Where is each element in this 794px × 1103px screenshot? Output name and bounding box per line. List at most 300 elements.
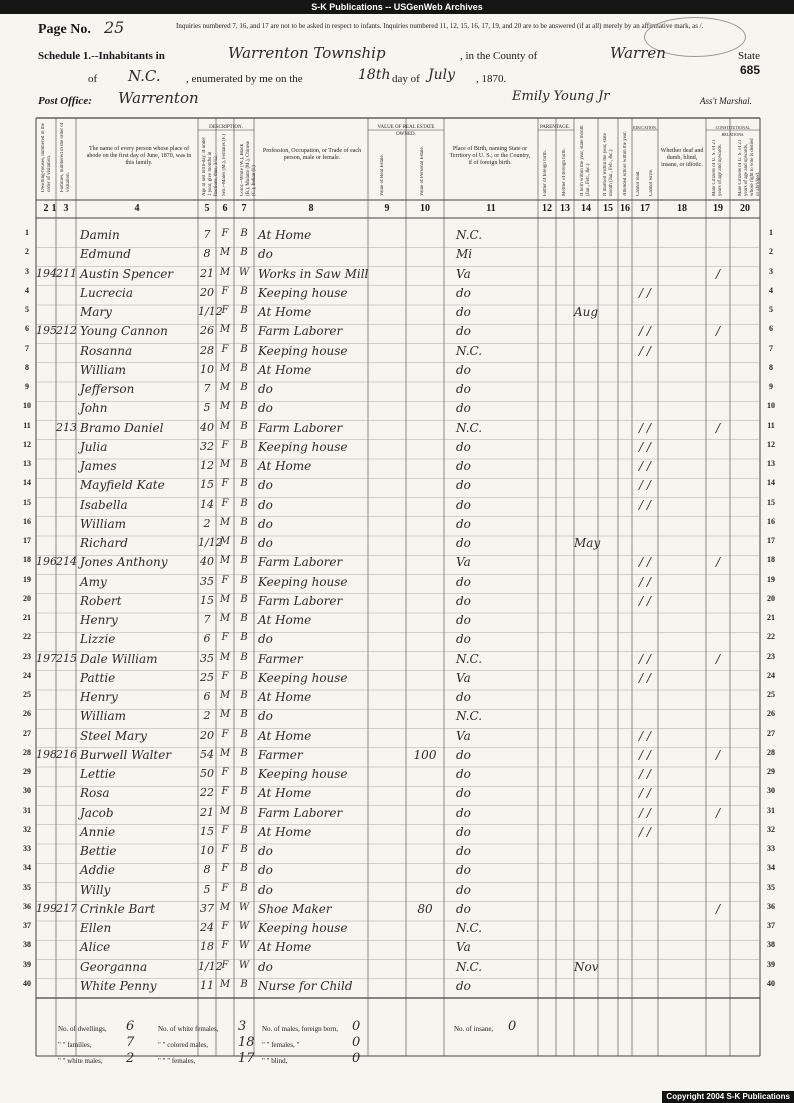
- marriage-month: [598, 806, 618, 825]
- personal-estate-value: [406, 536, 444, 555]
- birth-month: [574, 786, 598, 805]
- birth-month: [574, 902, 598, 921]
- table-row: [0, 709, 794, 728]
- birth-month: [574, 748, 598, 767]
- of-label: of: [88, 73, 98, 85]
- column-number: 1: [51, 203, 57, 214]
- state: N.C.: [128, 67, 161, 85]
- real-estate-value: [368, 806, 406, 825]
- line-number-right: 7: [769, 343, 773, 353]
- line-number-left: 23: [23, 651, 31, 661]
- personal-estate-value: [406, 767, 444, 786]
- birth-month: [574, 863, 598, 882]
- real-estate-value: [368, 382, 406, 401]
- personal-estate-value: [406, 478, 444, 497]
- dwelling-number: [36, 767, 56, 786]
- citizen-mark: [706, 478, 730, 497]
- personal-estate-value: [406, 344, 444, 363]
- column-number: 11: [486, 203, 496, 214]
- personal-estate-value: [406, 498, 444, 517]
- person-occupation: Keeping house: [258, 670, 348, 685]
- birthplace: do: [456, 767, 471, 781]
- marriage-month: [598, 709, 618, 728]
- dwelling-number: [36, 940, 56, 959]
- literacy-marks: [632, 517, 658, 536]
- personal-estate-value: [406, 786, 444, 805]
- person-color: B: [240, 690, 248, 701]
- person-name: White Penny: [80, 978, 157, 993]
- citizen-mark: [706, 363, 730, 382]
- person-name: Bettie: [80, 844, 117, 858]
- dwelling-number: [36, 478, 56, 497]
- person-age: 40: [200, 420, 214, 434]
- family-number: [56, 613, 76, 632]
- dwelling-number: [36, 421, 56, 440]
- marriage-month: [598, 844, 618, 863]
- marriage-month: [598, 863, 618, 882]
- white-females-value: 3: [238, 1019, 247, 1034]
- person-name: Pattie: [80, 670, 116, 685]
- line-number-left: 37: [23, 921, 31, 930]
- real-estate-value: [368, 844, 406, 863]
- person-occupation: do: [258, 863, 273, 878]
- line-number-left: 3: [25, 266, 29, 276]
- literacy-marks: [632, 632, 658, 651]
- marriage-month: [598, 344, 618, 363]
- person-age: 6: [203, 690, 211, 703]
- literacy-marks: [632, 613, 658, 632]
- line-number-right: 11: [767, 420, 775, 430]
- person-sex: F: [221, 940, 229, 952]
- birthplace: do: [456, 478, 471, 493]
- person-sex: F: [221, 824, 229, 836]
- birthplace: do: [456, 747, 471, 762]
- line-number-right: 3: [769, 266, 773, 276]
- line-number-left: 28: [23, 747, 31, 757]
- real-estate-value: [368, 555, 406, 574]
- birthplace: do: [456, 805, 471, 820]
- personal-estate-value: [406, 632, 444, 651]
- literacy-marks: [632, 709, 658, 728]
- line-number-left: 24: [23, 670, 31, 680]
- header-dwellings: Dwelling-houses, numbered in the order of visitation.: [41, 123, 52, 192]
- person-sex: F: [221, 478, 229, 490]
- marriage-month: [598, 786, 618, 805]
- column-number: 19: [713, 203, 723, 214]
- family-number: [56, 767, 76, 786]
- person-color: B: [240, 228, 248, 239]
- line-number-left: 25: [23, 690, 31, 699]
- birthplace: N.C.: [456, 228, 483, 242]
- person-age: 10: [200, 362, 214, 376]
- literacy-marks: / /: [639, 786, 651, 801]
- white-males-value: 2: [126, 1051, 135, 1066]
- literacy-marks: [632, 363, 658, 382]
- header-age: Age at last birth-day. If under 1 year, give months in fractions, thus, 3/12.: [202, 136, 219, 196]
- birth-month: [574, 517, 598, 536]
- real-estate-value: [368, 440, 406, 459]
- person-occupation: Farm Laborer: [258, 555, 343, 570]
- column-number: 14: [581, 203, 591, 214]
- person-occupation: do: [258, 959, 273, 974]
- birthplace: N.C.: [456, 709, 483, 724]
- marriage-month: [598, 286, 618, 305]
- birthplace: do: [456, 382, 471, 396]
- birthplace: N.C.: [456, 420, 483, 435]
- table-row: [0, 863, 794, 882]
- marshal-signature: Emily Young Jr: [512, 89, 610, 104]
- personal-estate-value: [406, 594, 444, 613]
- birth-month: [574, 382, 598, 401]
- line-number-right: 8: [769, 362, 773, 372]
- family-number: [56, 228, 76, 247]
- header-occupation: Profession, Occupation, or Trade of each person, male or female.: [262, 148, 362, 161]
- table-row: [0, 825, 794, 844]
- marriage-month: [598, 478, 618, 497]
- table-row: [0, 344, 794, 363]
- real-estate-value: [368, 940, 406, 959]
- person-occupation: do: [258, 709, 273, 724]
- person-name: Bramo Daniel: [80, 420, 164, 435]
- person-sex: F: [221, 767, 229, 778]
- birth-month: [574, 401, 598, 420]
- header-cannot-write: Cannot write.: [649, 168, 654, 196]
- person-sex: M: [219, 516, 231, 528]
- header-father: Father of foreign birth.: [543, 150, 548, 196]
- birthplace: do: [456, 786, 471, 801]
- person-sex: M: [219, 420, 231, 432]
- table-row: [0, 228, 794, 247]
- table-row: [0, 267, 794, 286]
- real-estate-value: [368, 652, 406, 671]
- table-row: [0, 459, 794, 478]
- line-number-left: 9: [25, 382, 29, 391]
- person-occupation: Works in Saw Mill: [258, 266, 369, 281]
- citizen-mark: [706, 709, 730, 728]
- personal-estate-value: [406, 555, 444, 574]
- person-name: Damin: [80, 228, 120, 242]
- person-occupation: At Home: [258, 940, 312, 955]
- column-number: 6: [222, 203, 228, 214]
- table-row: [0, 671, 794, 690]
- table-row: [0, 786, 794, 805]
- birthplace: Va: [456, 728, 471, 743]
- family-number: [56, 594, 76, 613]
- table-row: [0, 613, 794, 632]
- line-number-left: 14: [23, 478, 31, 488]
- marriage-month: [598, 267, 618, 286]
- birthplace: N.C.: [456, 651, 483, 666]
- literacy-marks: [632, 267, 658, 286]
- person-occupation: do: [258, 247, 273, 262]
- personal-estate-value: [406, 921, 444, 940]
- person-name: Henry: [80, 690, 118, 704]
- person-age: 15: [200, 593, 214, 607]
- person-name: Willy: [80, 882, 111, 897]
- family-number: [56, 382, 76, 401]
- person-name: Alice: [80, 940, 111, 955]
- person-age: 10: [200, 844, 214, 857]
- family-number: [56, 979, 76, 998]
- citizen-mark: /: [715, 324, 721, 339]
- person-name: Ellen: [80, 921, 112, 935]
- citizen-mark: [706, 960, 730, 979]
- dwelling-number: [36, 632, 56, 651]
- person-color: W: [238, 901, 250, 913]
- family-number: 212: [56, 324, 77, 338]
- column-number: 15: [603, 203, 613, 214]
- literacy-marks: [632, 305, 658, 324]
- person-sex: F: [221, 497, 229, 509]
- literacy-marks: / /: [639, 497, 651, 512]
- page-number-label: Page No.: [38, 22, 91, 37]
- line-number-left: 36: [23, 901, 31, 911]
- dwelling-number: [36, 305, 56, 324]
- dwellings-value: 6: [126, 1019, 135, 1034]
- line-number-right: 15: [767, 497, 775, 507]
- dwelling-number: [36, 517, 56, 536]
- citizen-mark: [706, 594, 730, 613]
- literacy-marks: / /: [639, 728, 651, 743]
- marriage-month: [598, 748, 618, 767]
- person-age: 32: [200, 439, 214, 453]
- person-name: Amy: [80, 574, 107, 589]
- person-occupation: Keeping house: [258, 767, 348, 781]
- family-number: [56, 286, 76, 305]
- table-row: [0, 690, 794, 709]
- literacy-marks: / /: [639, 459, 651, 473]
- table-row: [0, 286, 794, 305]
- line-number-left: 31: [23, 805, 31, 815]
- birthplace: do: [456, 613, 471, 627]
- person-color: B: [240, 651, 248, 663]
- family-number: [56, 960, 76, 979]
- header-citizens: Male Citizens of U. S. of 21 years of age and upwards.: [712, 139, 723, 196]
- personal-estate-value: 80: [417, 901, 433, 916]
- family-number: [56, 709, 76, 728]
- literacy-marks: / /: [639, 439, 651, 454]
- real-estate-value: [368, 748, 406, 767]
- line-number-left: 4: [25, 285, 29, 295]
- family-number: [56, 440, 76, 459]
- page-number-value: 25: [104, 18, 125, 37]
- line-number-right: 12: [767, 439, 775, 449]
- person-name: Jefferson: [80, 382, 135, 396]
- literacy-marks: [632, 979, 658, 998]
- citizen-mark: [706, 459, 730, 478]
- literacy-marks: / /: [639, 285, 651, 300]
- person-name: Lucrecia: [80, 285, 133, 300]
- literacy-marks: / /: [639, 574, 651, 589]
- person-color: B: [240, 555, 248, 567]
- family-number: [56, 671, 76, 690]
- header-parentage: PARENTAGE.: [539, 125, 571, 130]
- literacy-marks: [632, 247, 658, 266]
- person-age: 24: [200, 921, 214, 934]
- table-row: [0, 555, 794, 574]
- families-label: " " families,: [58, 1041, 92, 1049]
- literacy-marks: [632, 940, 658, 959]
- birthplace: Va: [456, 940, 471, 955]
- line-number-left: 16: [23, 516, 31, 526]
- line-number-right: 20: [767, 593, 775, 603]
- line-number-right: 18: [767, 555, 775, 565]
- person-occupation: Shoe Maker: [258, 901, 332, 916]
- line-number-right: 22: [767, 632, 775, 642]
- personal-estate-value: [406, 883, 444, 902]
- person-name: Rosanna: [80, 343, 133, 358]
- dwelling-number: [36, 247, 56, 266]
- literacy-marks: / /: [639, 420, 651, 435]
- marriage-month: [598, 979, 618, 998]
- instructions: Inquiries numbered 7, 16, and 17 are not to be asked in respect to infants. Inquiries numbered 11, 12, 15, 16, 17, 19, and 20 are to be answered (if at all) merely by an affirmative mark, as /.: [176, 22, 704, 30]
- real-estate-value: [368, 825, 406, 844]
- birthplace: do: [456, 574, 471, 589]
- post-office-label: Post Office:: [38, 95, 92, 107]
- person-color: W: [238, 266, 250, 278]
- birthplace: do: [456, 978, 471, 993]
- marriage-month: [598, 902, 618, 921]
- birth-month: [574, 767, 598, 786]
- family-number: 214: [56, 555, 77, 569]
- line-number-right: 21: [767, 613, 775, 622]
- real-estate-value: [368, 960, 406, 979]
- line-number-left: 15: [23, 497, 31, 507]
- person-age: 14: [200, 497, 214, 511]
- month: July: [428, 67, 456, 83]
- marriage-month: [598, 363, 618, 382]
- dwelling-number: 195: [36, 324, 57, 338]
- family-number: [56, 536, 76, 555]
- birth-month: [574, 844, 598, 863]
- table-row: [0, 440, 794, 459]
- county: Warren: [610, 44, 666, 62]
- marriage-month: [598, 382, 618, 401]
- person-occupation: At Home: [258, 690, 312, 704]
- line-number-right: 5: [769, 305, 773, 314]
- family-number: [56, 844, 76, 863]
- person-occupation: At Home: [258, 459, 312, 473]
- day: 18th: [358, 67, 391, 83]
- personal-estate-value: [406, 363, 444, 382]
- citizen-mark: [706, 632, 730, 651]
- birth-month: [574, 613, 598, 632]
- dwelling-number: [36, 382, 56, 401]
- family-number: [56, 305, 76, 324]
- literacy-marks: / /: [639, 555, 651, 570]
- table-row: [0, 844, 794, 863]
- insane-label: No. of insane,: [454, 1025, 494, 1033]
- person-sex: M: [219, 690, 231, 701]
- person-color: B: [240, 362, 248, 374]
- person-sex: M: [219, 382, 231, 393]
- line-number-left: 18: [23, 555, 31, 565]
- person-sex: M: [219, 901, 231, 913]
- birthplace: Mi: [456, 247, 473, 262]
- birth-month: [574, 979, 598, 998]
- citizen-mark: [706, 844, 730, 863]
- header-born-within-year: If born within the year, state month (Jan., Feb., &c.): [580, 125, 591, 196]
- person-color: B: [240, 593, 248, 605]
- person-color: B: [240, 497, 248, 509]
- birthplace: Va: [456, 266, 471, 281]
- person-sex: F: [221, 921, 229, 932]
- person-occupation: Keeping house: [258, 343, 348, 358]
- birth-month: [574, 247, 598, 266]
- column-number: 8: [308, 203, 314, 214]
- personal-estate-value: [406, 671, 444, 690]
- dwelling-number: [36, 960, 56, 979]
- personal-estate-value: [406, 729, 444, 748]
- person-sex: M: [219, 401, 231, 413]
- line-number-right: 1: [769, 228, 773, 237]
- citizen-mark: [706, 786, 730, 805]
- birthplace: do: [456, 305, 471, 319]
- header-color: Color.--White (W.), Black (B.), Mulatto (M.), Chinese (C.), Indian (I.): [240, 140, 257, 196]
- dwelling-number: [36, 690, 56, 709]
- line-number-right: 34: [767, 863, 775, 873]
- marriage-month: [598, 459, 618, 478]
- person-name: Robert: [80, 593, 122, 608]
- person-occupation: At Home: [258, 613, 312, 627]
- line-number-right: 9: [769, 382, 773, 391]
- real-estate-value: [368, 286, 406, 305]
- real-estate-value: [368, 729, 406, 748]
- person-name: Julia: [80, 439, 108, 454]
- citizen-mark: [706, 671, 730, 690]
- line-number-left: 26: [23, 709, 31, 719]
- line-number-left: 40: [23, 978, 31, 988]
- real-estate-value: [368, 517, 406, 536]
- person-occupation: Farm Laborer: [258, 593, 343, 608]
- citizen-mark: /: [715, 901, 721, 916]
- header-vote-denied: Male Citizens of U. S. of 21 years of age and upwards, whose right to vote is denied or abridged.: [738, 138, 761, 196]
- line-number-left: 32: [23, 824, 31, 834]
- birth-month: [574, 632, 598, 651]
- marriage-month: [598, 825, 618, 844]
- person-age: 1/12: [198, 959, 223, 973]
- birthplace: do: [456, 863, 471, 878]
- literacy-marks: / /: [639, 747, 651, 762]
- table-row: [0, 382, 794, 401]
- foreign-males-label: No. of males, foreign born,: [262, 1025, 339, 1033]
- person-age: 28: [200, 343, 214, 357]
- literacy-marks: / /: [639, 651, 651, 666]
- table-row: [0, 421, 794, 440]
- person-name: Jacob: [80, 805, 114, 820]
- county-label: , in the County of: [460, 50, 538, 62]
- person-color: B: [240, 478, 248, 490]
- person-age: 6: [203, 632, 211, 646]
- literacy-marks: / /: [639, 670, 651, 685]
- person-age: 21: [200, 805, 214, 819]
- person-name: John: [80, 401, 108, 416]
- person-sex: F: [221, 786, 229, 798]
- column-number: 3: [63, 203, 69, 214]
- real-estate-value: [368, 979, 406, 998]
- birth-month: May: [574, 536, 601, 550]
- column-number: 20: [740, 203, 750, 214]
- real-estate-value: [368, 324, 406, 343]
- personal-estate-value: 100: [413, 747, 437, 762]
- line-number-left: 21: [23, 613, 31, 622]
- person-occupation: Nurse for Child: [258, 978, 353, 993]
- family-number: [56, 690, 76, 709]
- literacy-marks: [632, 863, 658, 882]
- citizen-mark: [706, 863, 730, 882]
- birthplace: Va: [456, 555, 471, 570]
- person-color: B: [240, 805, 248, 817]
